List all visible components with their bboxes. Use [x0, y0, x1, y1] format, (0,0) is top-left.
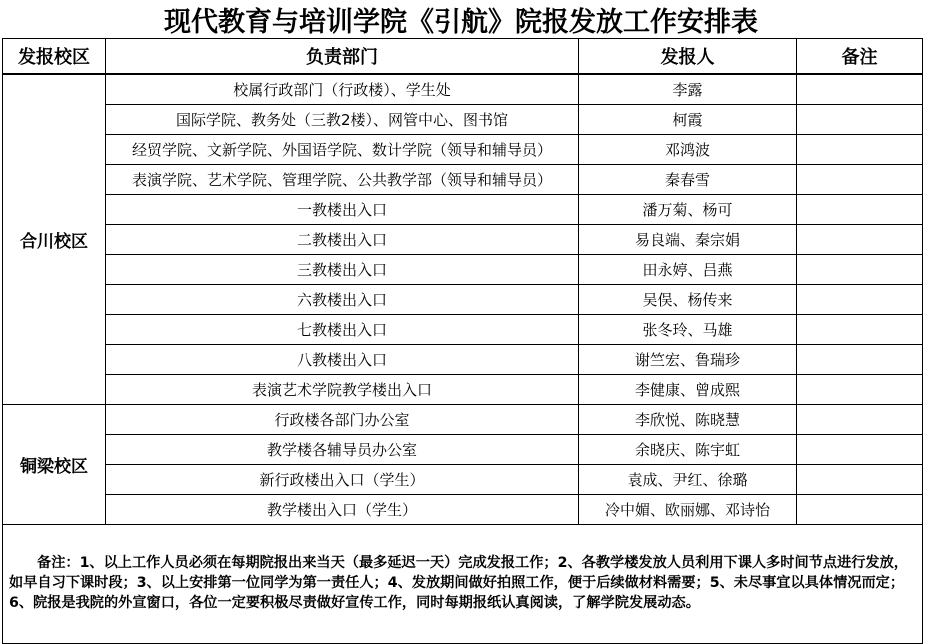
- table-row: [3, 345, 923, 375]
- person-cell[interactable]: 冷中媚、欧丽娜、邓诗怡: [579, 495, 797, 525]
- table-row: [3, 405, 923, 435]
- header-dept[interactable]: 负责部门: [106, 39, 579, 75]
- table-row: [3, 315, 923, 345]
- person-cell[interactable]: 袁成、尹红、徐璐: [579, 465, 797, 495]
- remark-cell[interactable]: [797, 495, 923, 525]
- dept-cell[interactable]: 八教楼出入口: [106, 345, 579, 375]
- person-cell[interactable]: 吴俣、杨传来: [579, 285, 797, 315]
- dept-cell[interactable]: 新行政楼出入口（学生）: [106, 465, 579, 495]
- person-cell[interactable]: 易良端、秦宗娟: [579, 225, 797, 255]
- dept-cell[interactable]: 一教楼出入口: [106, 195, 579, 225]
- remark-cell[interactable]: [797, 165, 923, 195]
- remark-cell[interactable]: [797, 405, 923, 435]
- table-row: [3, 435, 923, 465]
- table-row: [3, 105, 923, 135]
- schedule-table: [2, 38, 923, 644]
- dept-cell[interactable]: 行政楼各部门办公室: [106, 405, 579, 435]
- remark-cell[interactable]: [797, 135, 923, 165]
- campus-cell-hechuan[interactable]: 合川校区: [3, 74, 106, 405]
- table-row: [3, 285, 923, 315]
- dept-cell[interactable]: 二教楼出入口: [106, 225, 579, 255]
- dept-cell[interactable]: 经贸学院、文新学院、外国语学院、数计学院（领导和辅导员）: [106, 135, 579, 165]
- person-cell[interactable]: 余晓庆、陈宇虹: [579, 435, 797, 465]
- dept-cell[interactable]: 七教楼出入口: [106, 315, 579, 345]
- campus-cell-tongliang[interactable]: 铜梁校区: [3, 405, 106, 525]
- header-campus[interactable]: 发报校区: [3, 39, 106, 75]
- remark-cell[interactable]: [797, 105, 923, 135]
- remark-cell[interactable]: [797, 195, 923, 225]
- table-row: [3, 74, 923, 105]
- person-cell[interactable]: 潘万菊、杨可: [579, 195, 797, 225]
- remark-cell[interactable]: [797, 435, 923, 465]
- table-header-row: [3, 39, 923, 75]
- remark-cell[interactable]: [797, 285, 923, 315]
- table-row: [3, 225, 923, 255]
- table-row: [3, 135, 923, 165]
- dept-cell[interactable]: 国际学院、教务处（三教2楼）、网管中心、图书馆: [106, 105, 579, 135]
- dept-cell[interactable]: 教学楼出入口（学生）: [106, 495, 579, 525]
- dept-cell[interactable]: 三教楼出入口: [106, 255, 579, 285]
- remark-cell[interactable]: [797, 255, 923, 285]
- person-cell[interactable]: 田永婷、吕燕: [579, 255, 797, 285]
- person-cell[interactable]: 李露: [579, 74, 797, 105]
- dept-cell[interactable]: 表演学院、艺术学院、管理学院、公共教学部（领导和辅导员）: [106, 165, 579, 195]
- note-text: 备注：1、以上工作人员必须在每期院报出来当天（最多延迟一天）完成发报工作；2、各教学楼发放人员利用下课人多时间节点进行发放，如早自习下课时段；3、以上安排第一位同学为第一责任人；4、发放期间做好拍照工作，便于后续做材料需要；5、未尽事宜以具体情况而定；6、院报是我院的外宣窗口，各位一定要积极尽责做好宣传工作，同时每期报纸认真阅读，了解学院发展动态。: [9, 555, 908, 611]
- remark-cell[interactable]: [797, 74, 923, 105]
- table-row: [3, 255, 923, 285]
- person-cell[interactable]: 谢竺宏、鲁瑞珍: [579, 345, 797, 375]
- dept-cell[interactable]: 六教楼出入口: [106, 285, 579, 315]
- dept-cell[interactable]: 教学楼各辅导员办公室: [106, 435, 579, 465]
- remark-cell[interactable]: [797, 345, 923, 375]
- person-cell[interactable]: 柯霞: [579, 105, 797, 135]
- remark-cell[interactable]: [797, 315, 923, 345]
- dept-cell[interactable]: 表演艺术学院教学楼出入口: [106, 375, 579, 405]
- table-row: [3, 195, 923, 225]
- table-row: [3, 465, 923, 495]
- person-cell[interactable]: 李健康、曾成熙: [579, 375, 797, 405]
- header-person[interactable]: 发报人: [579, 39, 797, 75]
- table-row: [3, 165, 923, 195]
- note-row: [3, 525, 923, 644]
- dept-cell[interactable]: 校属行政部门（行政楼）、学生处: [106, 74, 579, 105]
- person-cell[interactable]: 秦春雪: [579, 165, 797, 195]
- note-cell[interactable]: [3, 525, 923, 644]
- remark-cell[interactable]: [797, 225, 923, 255]
- remark-cell[interactable]: [797, 375, 923, 405]
- person-cell[interactable]: 张冬玲、马雄: [579, 315, 797, 345]
- header-remark[interactable]: 备注: [797, 39, 923, 75]
- table-row: [3, 495, 923, 525]
- table-row: [3, 375, 923, 405]
- person-cell[interactable]: 邓鸿波: [579, 135, 797, 165]
- remark-cell[interactable]: [797, 465, 923, 495]
- page-title: 现代教育与培训学院《引航》院报发放工作安排表: [164, 6, 758, 38]
- person-cell[interactable]: 李欣悦、陈晓慧: [579, 405, 797, 435]
